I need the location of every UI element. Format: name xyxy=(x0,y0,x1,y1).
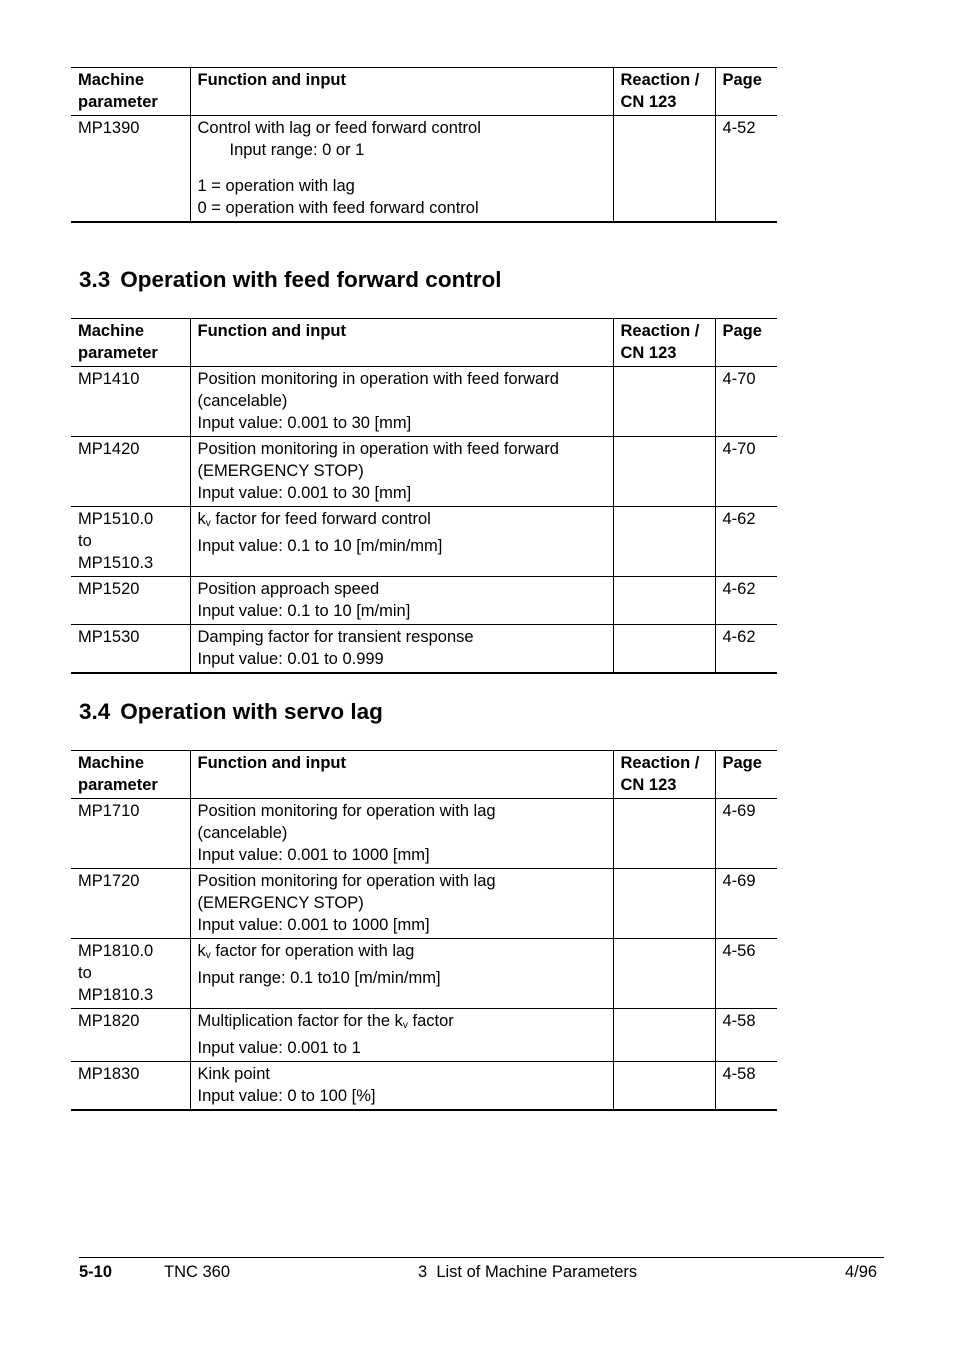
header-function-and-input: Function and input xyxy=(190,319,613,367)
parameter-table-feed-forward xyxy=(71,318,777,674)
machine-parameter-cell xyxy=(71,577,190,625)
subscript-v: v xyxy=(402,1020,408,1031)
function-cell xyxy=(190,1062,613,1111)
page-cell: 4-52 xyxy=(715,116,777,223)
machine-parameter-cell xyxy=(71,1009,190,1062)
function-line: 0 = operation with feed forward control xyxy=(197,199,479,217)
subscript-v: v xyxy=(205,950,211,961)
parameter-line: MP1830 xyxy=(78,1065,140,1083)
machine-parameter-cell xyxy=(71,1062,190,1111)
function-line: 1 = operation with lag xyxy=(197,177,355,195)
page-cell: 4-58 xyxy=(715,1009,777,1062)
function-line: Input value: 0.1 to 10 [m/min/mm] xyxy=(197,537,443,555)
footer-product: TNC 360 xyxy=(164,1263,231,1281)
table-row xyxy=(71,939,777,1009)
parameter-line: MP1720 xyxy=(78,872,140,890)
function-line xyxy=(198,940,606,967)
reaction-cell xyxy=(613,799,715,869)
function-line: Input range: 0.1 to10 [m/min/mm] xyxy=(197,969,441,987)
table-row xyxy=(71,625,777,674)
machine-parameter-cell xyxy=(71,437,190,507)
function-cell xyxy=(190,437,613,507)
reaction-cell xyxy=(613,1009,715,1062)
footer-rule xyxy=(79,1257,884,1258)
table-row xyxy=(71,116,777,223)
page-cell: 4-70 xyxy=(715,367,777,437)
table-row xyxy=(71,869,777,939)
parameter-line: MP1510.0 xyxy=(78,510,154,528)
function-cell xyxy=(190,869,613,939)
section-title: Operation with servo lag xyxy=(120,699,383,724)
table-row xyxy=(71,1062,777,1111)
machine-parameter-cell xyxy=(71,625,190,674)
machine-parameter-cell xyxy=(71,939,190,1009)
reaction-cell xyxy=(613,116,715,223)
function-line: Position monitoring for operation with lag xyxy=(197,872,496,890)
function-line: Input value: 0 to 100 [%] xyxy=(197,1087,376,1105)
table-row xyxy=(71,799,777,869)
function-line: Position monitoring in operation with feed forward xyxy=(197,370,559,388)
parameter-line: MP1390 xyxy=(78,119,140,137)
parameter-line: MP1710 xyxy=(78,802,140,820)
reaction-cell xyxy=(613,869,715,939)
header-reaction: Reaction / CN 123 xyxy=(613,68,715,116)
function-line: Position monitoring for operation with lag xyxy=(197,802,496,820)
parameter-line: MP1820 xyxy=(78,1012,140,1030)
machine-parameter-cell xyxy=(71,799,190,869)
table-header-row xyxy=(71,319,777,367)
function-line: Position approach speed xyxy=(197,580,380,598)
machine-parameter-cell xyxy=(71,507,190,577)
function-line: Input value: 0.001 to 1 xyxy=(197,1039,361,1057)
section-number: 3.3 xyxy=(79,267,111,292)
parameter-line: MP1510.3 xyxy=(78,554,154,572)
reaction-cell xyxy=(613,939,715,1009)
function-text: factor xyxy=(407,1012,454,1030)
function-text: factor for operation with lag xyxy=(210,942,415,960)
table-row xyxy=(71,367,777,437)
function-cell xyxy=(190,1009,613,1062)
page-cell: 4-62 xyxy=(715,577,777,625)
footer-page-number: 5-10 xyxy=(79,1263,113,1281)
parameter-line: to xyxy=(78,964,92,982)
header-page: Page xyxy=(715,319,777,367)
function-line: (EMERGENCY STOP) xyxy=(197,462,364,480)
function-cell xyxy=(190,625,613,674)
header-function-and-input: Function and input xyxy=(190,68,613,116)
header-function-and-input: Function and input xyxy=(190,751,613,799)
machine-parameter-cell xyxy=(71,367,190,437)
function-line: (EMERGENCY STOP) xyxy=(197,894,364,912)
function-line xyxy=(198,1010,606,1037)
function-line: Kink point xyxy=(197,1065,270,1083)
function-text: k xyxy=(197,510,206,528)
header-machine-parameter: Machine parameter xyxy=(71,751,190,799)
function-cell xyxy=(190,939,613,1009)
header-reaction: Reaction / CN 123 xyxy=(613,751,715,799)
function-line xyxy=(198,508,606,535)
page-cell: 4-56 xyxy=(715,939,777,1009)
section-3-3-heading xyxy=(79,266,502,294)
page-cell: 4-70 xyxy=(715,437,777,507)
reaction-cell xyxy=(613,437,715,507)
page-cell: 4-58 xyxy=(715,1062,777,1111)
parameter-line: MP1520 xyxy=(78,580,140,598)
function-line: Position monitoring in operation with feed forward xyxy=(197,440,559,458)
table-row xyxy=(71,1009,777,1062)
function-text: factor for feed forward control xyxy=(210,510,431,528)
subscript-v: v xyxy=(205,518,211,529)
table-header-row xyxy=(71,751,777,799)
function-cell xyxy=(190,799,613,869)
section-title: Operation with feed forward control xyxy=(120,267,502,292)
reaction-cell xyxy=(613,625,715,674)
function-line: Input value: 0.001 to 1000 [mm] xyxy=(197,846,430,864)
page-cell: 4-62 xyxy=(715,507,777,577)
parameter-line: MP1530 xyxy=(78,628,140,646)
function-cell xyxy=(190,577,613,625)
function-line: Input value: 0.01 to 0.999 xyxy=(197,650,384,668)
header-page: Page xyxy=(715,751,777,799)
section-3-4-heading xyxy=(79,698,383,726)
parameter-line: MP1420 xyxy=(78,440,140,458)
function-line: (cancelable) xyxy=(197,392,288,410)
page-cell: 4-69 xyxy=(715,799,777,869)
parameter-line: MP1810.3 xyxy=(78,986,154,1004)
page-cell: 4-62 xyxy=(715,625,777,674)
table-row xyxy=(71,507,777,577)
function-line: Control with lag or feed forward control xyxy=(197,119,481,137)
line-gap xyxy=(198,161,606,175)
function-cell xyxy=(190,507,613,577)
function-line: Input value: 0.001 to 1000 [mm] xyxy=(197,916,430,934)
parameter-line: MP1810.0 xyxy=(78,942,154,960)
page-cell: 4-69 xyxy=(715,869,777,939)
table-row xyxy=(71,437,777,507)
footer-chapter: 3 List of Machine Parameters xyxy=(418,1263,638,1281)
reaction-cell xyxy=(613,1062,715,1111)
input-range: Input range: 0 or 1 xyxy=(229,141,365,159)
parameter-line: to xyxy=(78,532,92,550)
function-text: Multiplication factor for the k xyxy=(197,1012,403,1030)
function-line: Damping factor for transient response xyxy=(197,628,474,646)
function-line: (cancelable) xyxy=(197,824,288,842)
function-line: Input value: 0.001 to 30 [mm] xyxy=(197,414,412,432)
machine-parameter-cell xyxy=(71,869,190,939)
header-page: Page xyxy=(715,68,777,116)
section-number: 3.4 xyxy=(79,699,111,724)
header-machine-parameter: Machine parameter xyxy=(71,68,190,116)
function-cell xyxy=(190,367,613,437)
function-line: Input value: 0.001 to 30 [mm] xyxy=(197,484,412,502)
header-reaction: Reaction / CN 123 xyxy=(613,319,715,367)
reaction-cell xyxy=(613,507,715,577)
parameter-line: MP1410 xyxy=(78,370,140,388)
reaction-cell xyxy=(613,367,715,437)
header-machine-parameter: Machine parameter xyxy=(71,319,190,367)
footer-date: 4/96 xyxy=(845,1263,878,1281)
table-row xyxy=(71,577,777,625)
parameter-table-mp1390 xyxy=(71,67,777,223)
function-text: k xyxy=(197,942,206,960)
table-header-row xyxy=(71,68,777,116)
parameter-table-servo-lag xyxy=(71,750,777,1111)
function-cell xyxy=(190,116,613,223)
reaction-cell xyxy=(613,577,715,625)
function-line: Input value: 0.1 to 10 [m/min] xyxy=(197,602,411,620)
machine-parameter-cell xyxy=(71,116,190,223)
